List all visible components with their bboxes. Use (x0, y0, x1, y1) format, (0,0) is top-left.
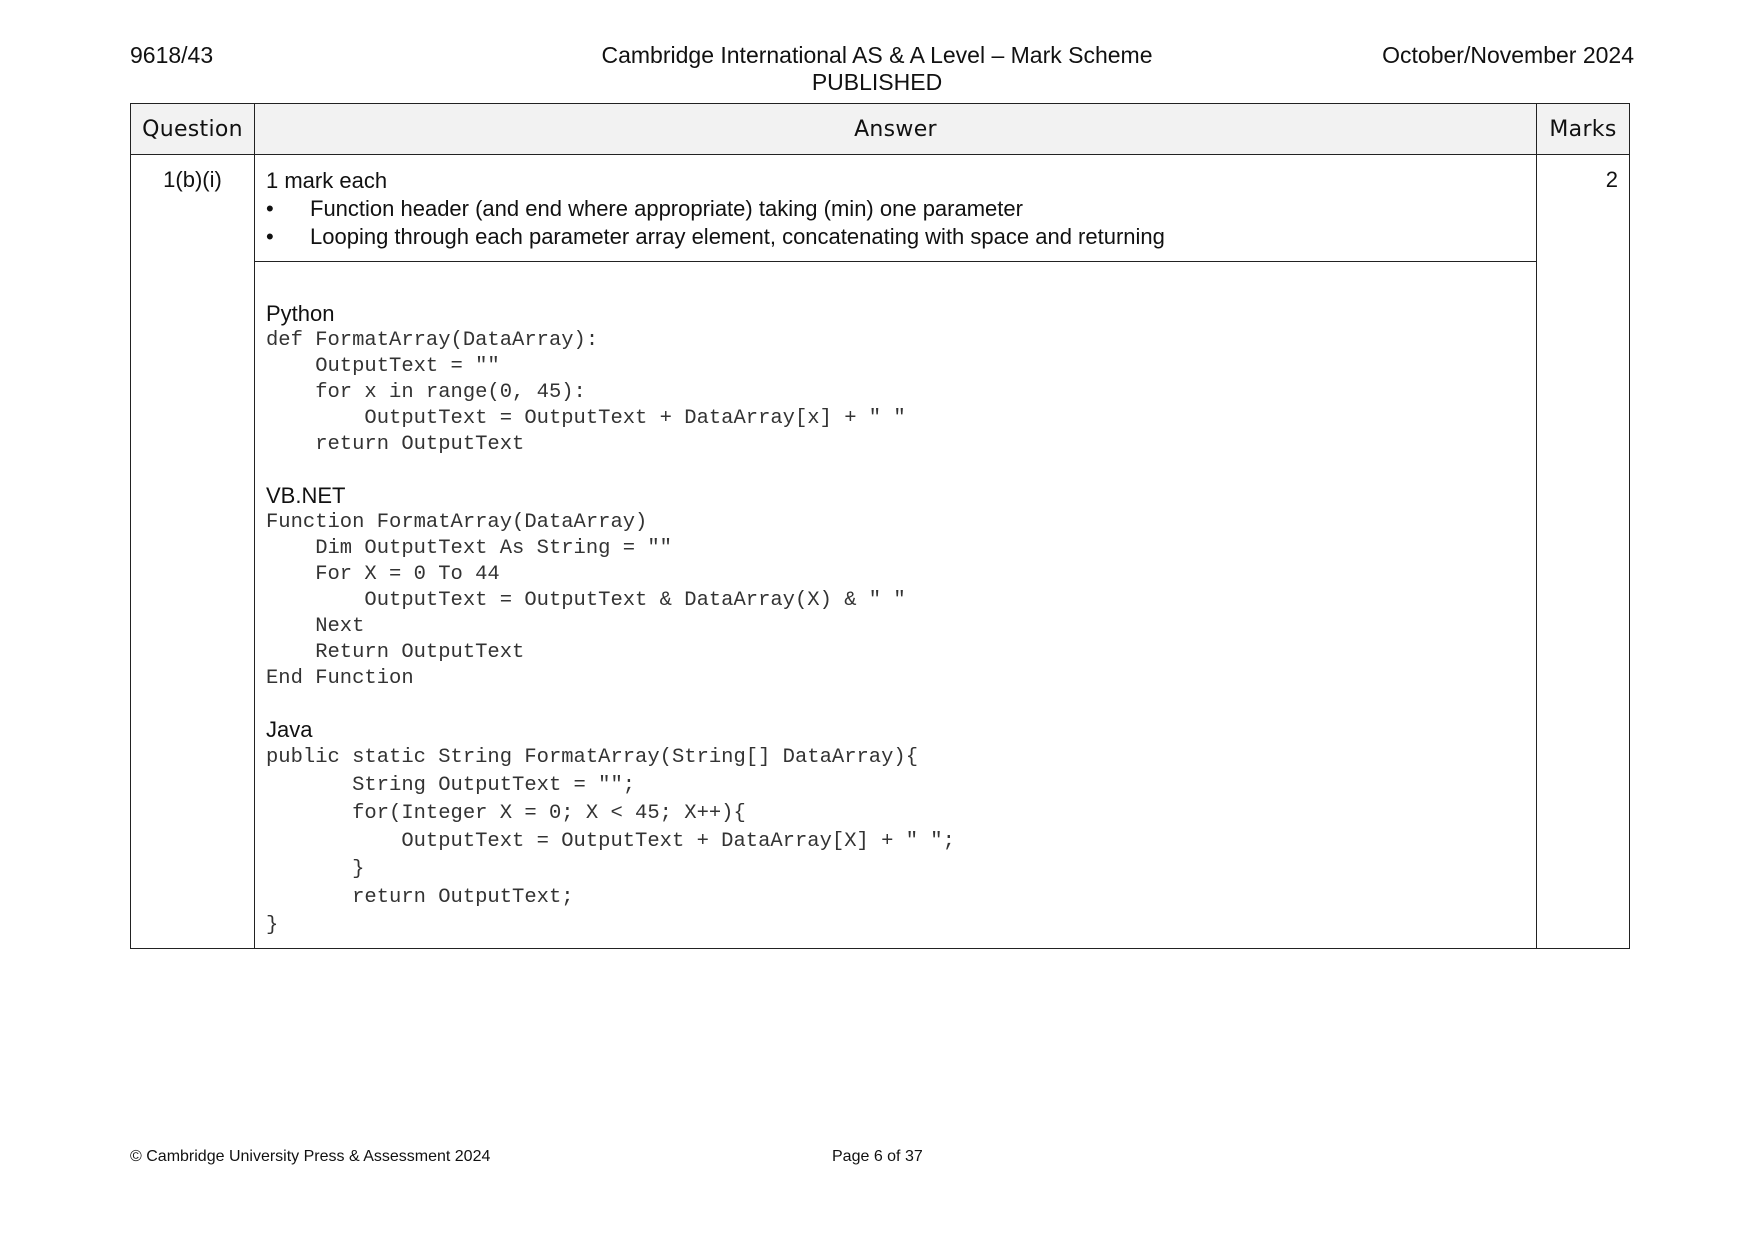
criterion-text: Looping through each parameter array element, concatenating with space and returning (310, 224, 1165, 249)
question-number: 1(b)(i) (131, 155, 255, 949)
copyright-notice: © Cambridge University Press & Assessment 2024 (130, 1148, 491, 1165)
answer-column-header: Answer (255, 104, 1537, 155)
bullet-icon: • (266, 224, 274, 249)
mark-scheme-table (130, 103, 1630, 949)
paper-code: 9618/43 (130, 42, 214, 68)
marks-value: 2 (1537, 155, 1630, 949)
list-item (266, 223, 1526, 251)
vbnet-code-block: Function FormatArray(DataArray) Dim OutputText As String = "" For X = 0 To 44 OutputText = OutputText & DataArray(X) & " " Next Return OutputText End Function (266, 511, 906, 690)
criterion-text: Function header (and end where appropriate) taking (min) one parameter (310, 196, 1023, 221)
section-spacer (266, 458, 1526, 482)
exam-session: October/November 2024 (1382, 42, 1634, 68)
marking-criteria (255, 155, 1537, 262)
table-row (131, 262, 1630, 949)
python-heading: Python (266, 301, 335, 326)
code-examples (255, 262, 1537, 949)
table-row (131, 155, 1630, 262)
table-header-row (131, 104, 1630, 155)
document-status: PUBLISHED (811, 69, 943, 95)
java-heading: Java (266, 717, 313, 742)
python-code-block: def FormatArray(DataArray): OutputText = "" for x in range(0, 45): OutputText = OutputText + DataArray[x] + " " return OutputText (266, 329, 906, 456)
list-item (266, 195, 1526, 223)
marks-column-header: Marks (1537, 104, 1630, 155)
criteria-list (266, 195, 1526, 251)
document-title: Cambridge International AS & A Level – Mark Scheme (601, 42, 1153, 68)
page-number: Page 6 of 37 (832, 1148, 923, 1165)
bullet-icon: • (266, 196, 274, 221)
question-column-header: Question (131, 104, 255, 155)
section-spacer (266, 692, 1526, 716)
java-code-block: public static String FormatArray(String[] DataArray){ String OutputText = ""; for(Integer X = 0; X < 45; X++){ OutputText = OutputText + DataArray[X] + " "; } return OutputText; } (266, 746, 955, 937)
vbnet-heading: VB.NET (266, 483, 346, 508)
marking-intro: 1 mark each (266, 168, 388, 193)
